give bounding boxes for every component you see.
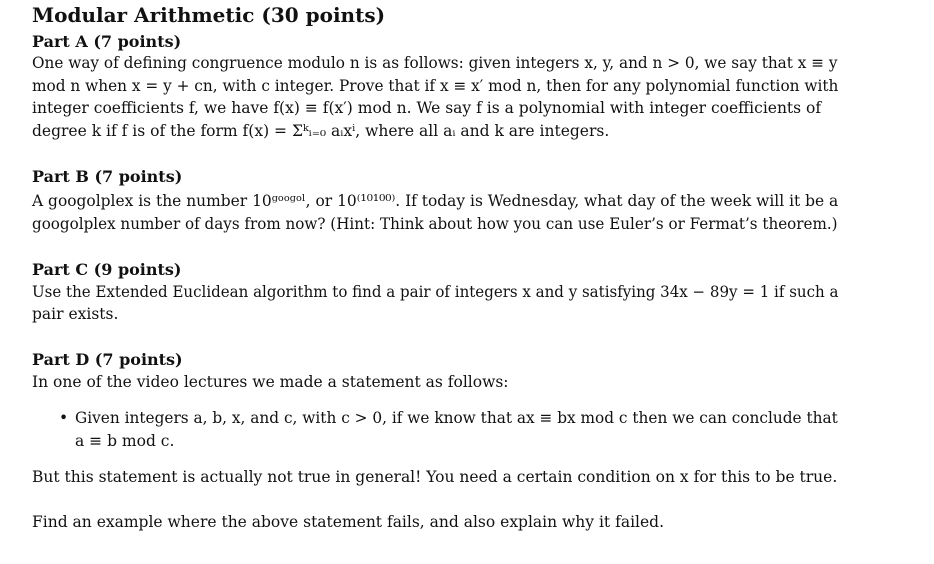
part-d-intro: In one of the video lectures we made a statement as follows: [32,373,509,391]
bullet-icon: • [59,409,69,427]
part-d-statement: But this statement is actually not true in general! You need a certain condition on x for this to be true. [32,468,838,486]
part-d-task: Find an example where the above statement fails, and also explain why it failed. [32,513,665,531]
part-a-heading: Part A (7 points) [32,32,182,51]
part-a-line-3: integer coefficients f, we have f(x) ≡ f(x′) mod n. We say f is a polynomial with integer coefficients of [32,99,822,117]
page-title: Modular Arithmetic (30 points) [32,3,386,27]
part-d-heading: Part D (7 points) [32,350,183,369]
bullet-line-1: Given integers a, b, x, and c, with c > 0, if we know that ax ≡ bx mod c then we can conclude that [75,409,838,427]
part-c-line-2: pair exists. [32,305,119,323]
part-a-line-4: degree k if f is of the form f(x) = Σᵏᵢ₌₀ aᵢxⁱ, where all aᵢ and k are integers. [32,122,610,140]
bullet-text [75,407,838,452]
part-b-line-1: A googolplex is the number 10ᵍᵒᵒᵍᵒˡ, or 10⁽¹⁰¹⁰⁰⁾. If today is Wednesday, what day of the week will it be a [32,192,839,210]
bullet-list-item [32,407,838,453]
part-c-line-1: Use the Extended Euclidean algorithm to find a pair of integers x and y satisfying 34x − 89y = 1 if such a [32,283,839,301]
part-b-heading: Part B (7 points) [32,167,183,186]
bullet-line-2: a ≡ b mod c. [75,431,175,450]
part-a-line-2: mod n when x = y + cn, with c integer. Prove that if x ≡ x′ mod n, then for any polynomial function with [32,77,839,95]
part-c-heading: Part C (9 points) [32,260,182,279]
part-a-line-1: One way of defining congruence modulo n is as follows: given integers x, y, and n > 0, we say that x ≡ y [32,54,838,72]
part-b-line-2: googolplex number of days from now? (Hint: Think about how you can use Euler’s or Fermat’s theorem.) [32,215,838,233]
